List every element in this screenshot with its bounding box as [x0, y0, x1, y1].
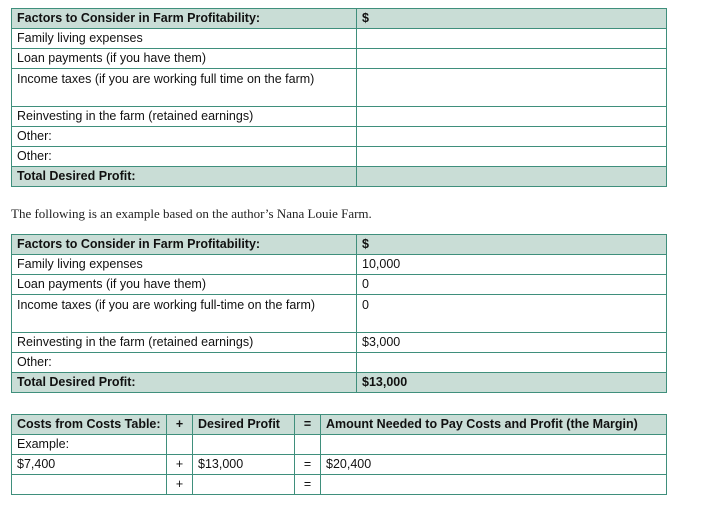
row-label: Other: [12, 353, 357, 373]
table-row [12, 333, 667, 353]
header-amount-needed: Amount Needed to Pay Costs and Profit (the Margin) [321, 415, 667, 435]
total-label: Total Desired Profit: [12, 373, 357, 393]
row-value: 0 [357, 275, 667, 295]
example-label-row [12, 435, 667, 455]
costs-value: $7,400 [12, 455, 167, 475]
example-label: Example: [12, 435, 167, 455]
row-value: $3,000 [357, 333, 667, 353]
row-label: Loan payments (if you have them) [12, 275, 357, 295]
table-row [12, 475, 667, 495]
header-factors-label: Factors to Consider in Farm Profitability: [12, 9, 357, 29]
plus-sign: + [167, 475, 193, 495]
header-dollar-label: $ [357, 9, 667, 29]
amount-value: $20,400 [321, 455, 667, 475]
header-equals-sign: = [295, 415, 321, 435]
row-value-cell[interactable] [357, 107, 667, 127]
profitability-worksheet-table [11, 8, 667, 187]
row-label: Income taxes (if you are working full time on the farm) [12, 69, 357, 107]
table-row [12, 255, 667, 275]
row-value [357, 353, 667, 373]
total-value: $13,000 [357, 373, 667, 393]
table-row [12, 49, 667, 69]
row-value-cell[interactable] [357, 49, 667, 69]
example-profitability-table [11, 234, 667, 393]
row-value-cell[interactable] [357, 29, 667, 49]
total-label: Total Desired Profit: [12, 167, 357, 187]
row-label: Other: [12, 147, 357, 167]
header-dollar-label: $ [357, 235, 667, 255]
header-plus-sign: + [167, 415, 193, 435]
amount-input-cell[interactable] [321, 475, 667, 495]
row-label: Reinvesting in the farm (retained earnings) [12, 107, 357, 127]
header-desired-profit: Desired Profit [193, 415, 295, 435]
row-label: Other: [12, 127, 357, 147]
row-value-cell[interactable] [357, 147, 667, 167]
row-label: Family living expenses [12, 29, 357, 49]
table-header-row [12, 235, 667, 255]
row-label: Income taxes (if you are working full-time on the farm) [12, 295, 357, 333]
table-row [12, 147, 667, 167]
row-value: 10,000 [357, 255, 667, 275]
header-factors-label: Factors to Consider in Farm Profitability: [12, 235, 357, 255]
row-value-cell[interactable] [357, 127, 667, 147]
total-row [12, 167, 667, 187]
profit-value: $13,000 [193, 455, 295, 475]
table-row [12, 29, 667, 49]
costs-input-cell[interactable] [12, 475, 167, 495]
profit-input-cell[interactable] [193, 475, 295, 495]
total-value-cell[interactable] [357, 167, 667, 187]
equals-sign: = [295, 475, 321, 495]
margin-calculation-table [11, 414, 667, 495]
row-value-cell[interactable] [357, 69, 667, 107]
example-caption: The following is an example based on the author’s Nana Louie Farm. [11, 206, 372, 221]
table-row [12, 107, 667, 127]
table-row [12, 295, 667, 333]
table-row [12, 127, 667, 147]
header-costs: Costs from Costs Table: [12, 415, 167, 435]
table-row [12, 455, 667, 475]
row-label: Loan payments (if you have them) [12, 49, 357, 69]
plus-sign: + [167, 455, 193, 475]
total-row [12, 373, 667, 393]
row-label: Family living expenses [12, 255, 357, 275]
row-label: Reinvesting in the farm (retained earnings) [12, 333, 357, 353]
table-header-row [12, 415, 667, 435]
table-row [12, 275, 667, 295]
table-row [12, 353, 667, 373]
equals-sign: = [295, 455, 321, 475]
row-value: 0 [357, 295, 667, 333]
table-header-row [12, 9, 667, 29]
table-row [12, 69, 667, 107]
